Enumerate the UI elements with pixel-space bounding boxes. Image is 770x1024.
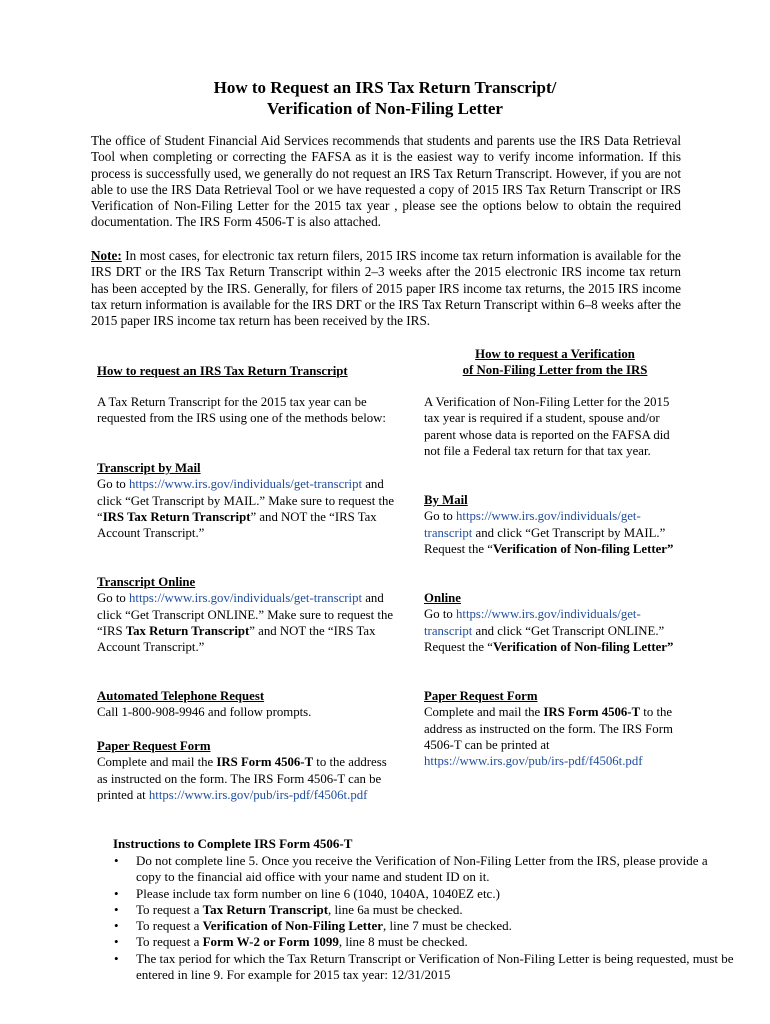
- get-transcript-link[interactable]: https://www.irs.gov/individuals/get-transcript: [424, 607, 641, 638]
- item-text-end: , line 6a must be checked.: [328, 901, 463, 917]
- online-bold-text: Tax Return Transcript: [125, 623, 250, 638]
- left-paper-request-section: [97, 738, 397, 803]
- list-item: [114, 885, 736, 902]
- paper-text: Complete and mail the: [97, 755, 217, 770]
- item-bold: Verification of Non-Filing Letter: [202, 918, 383, 934]
- transcript-by-mail-section: [97, 460, 397, 541]
- instructions-title: Instructions to Complete IRS Form 4506-T: [113, 836, 353, 851]
- left-paper-request-heading: Paper Request Form: [97, 739, 211, 753]
- page-title: [0, 77, 770, 119]
- item-text: Do not complete line 5. Once you receive the Verification of Non-Filing Letter from the IRS, please provide a copy to the financial aid office with your name and student ID on it.: [136, 853, 708, 885]
- right-paper-request-heading: Paper Request Form: [424, 689, 538, 703]
- telephone-request-text: Call 1-800-908-9946 and follow prompts.: [97, 705, 312, 720]
- online-bold-text: Verification of Non-filing Letter”: [492, 639, 674, 654]
- right-paper-request-text: [424, 704, 686, 769]
- left-column-heading: How to request an IRS Tax Return Transcript: [97, 364, 348, 378]
- bullet: •: [114, 885, 119, 901]
- title-line-1: How to Request an IRS Tax Return Transcript/: [213, 78, 557, 97]
- instructions-list: [96, 853, 736, 983]
- item-text: To request a: [136, 918, 203, 934]
- intro-paragraph: The office of Student Financial Aid Services recommends that students and parents use the IRS Data Retrieval Tool when completing or correcting the FAFSA as it is the easiest way to verify income information. If this process is successfully used, we generally do not request an IRS Tax Return Transcript. However, if you are not able to use the IRS Data Retrieval Tool or we have requested a copy of 2015 IRS Tax Return Transcript or IRS Verification of Non-Filing Letter for the 2015 tax year , please see the options below to obtain the required documentation. The IRS Form 4506-T is also attached.: [91, 133, 681, 230]
- note-label: Note:: [91, 248, 122, 263]
- go-to-text: Go to: [424, 509, 456, 524]
- title-line-2: Verification of Non-Filing Letter: [267, 99, 503, 118]
- telephone-request-heading: Automated Telephone Request: [97, 689, 265, 703]
- by-mail-instruction-text: and click “Get Transcript by MAIL.” Request the “: [424, 525, 666, 556]
- get-transcript-link[interactable]: https://www.irs.gov/individuals/get-transcript: [129, 477, 363, 492]
- item-text: The tax period for which the Tax Return Transcript or Verification of Non-Filing Letter is being requested, must be entered in line 9. For example for 2015 tax year: 12/31/2015: [136, 950, 734, 983]
- list-item: [114, 950, 736, 984]
- note-text: In most cases, for electronic tax return filers, 2015 IRS income tax return information is available for the IRS DRT or the IRS Tax Return Transcript within 2–3 weeks after the 2015 electronic IRS income tax return has been accepted by the IRS. Generally, for filers of 2015 paper IRS income tax returns, the 2015 IRS income tax return information is available for the IRS DRT or the IRS Tax Return Transcript within 6–8 weeks after the 2015 paper IRS income tax return has been received by the IRS.: [91, 248, 681, 329]
- item-bold: Form W-2 or Form 1099: [202, 934, 339, 950]
- right-column-heading-line-1: How to request a Verification: [475, 347, 635, 361]
- list-item: [114, 918, 736, 934]
- by-mail-heading: By Mail: [424, 493, 468, 507]
- right-column: [424, 346, 686, 379]
- item-text-end: , line 7 must be checked.: [383, 918, 512, 934]
- get-transcript-link[interactable]: https://www.irs.gov/individuals/get-transcript: [129, 591, 363, 606]
- online-instruction-text: and click “Get Transcript ONLINE.” Request the “: [424, 623, 665, 654]
- by-mail-section: [424, 492, 686, 557]
- list-item: [114, 853, 736, 886]
- go-to-text: Go to: [97, 591, 129, 606]
- item-text-end: , line 8 must be checked.: [338, 934, 468, 950]
- get-transcript-link[interactable]: https://www.irs.gov/individuals/get-transcript: [424, 509, 641, 540]
- online-instruction-text-2: ” and NOT the “IRS Tax Account Transcript.”: [97, 623, 376, 655]
- paper-text-2: to the address as instructed on the form. The IRS Form 4506-T can be printed at: [424, 705, 673, 752]
- right-paper-request-section: [424, 688, 686, 769]
- bullet: •: [114, 901, 119, 917]
- form-name: IRS Form 4506-T: [543, 705, 641, 720]
- item-text: Please include tax form number on line 6 (1040, 1040A, 1040EZ etc.): [136, 885, 500, 901]
- paper-text: Complete and mail the: [424, 705, 544, 720]
- note-paragraph: [91, 248, 681, 329]
- item-bold: Tax Return Transcript: [202, 901, 329, 917]
- by-mail-bold-text: Verification of Non-filing Letter”: [492, 541, 674, 556]
- item-text: To request a: [136, 901, 203, 917]
- online-instruction-text: and click “Get Transcript ONLINE.” Make sure to request the “IRS: [97, 591, 394, 638]
- go-to-text: Go to: [424, 607, 456, 622]
- left-column: [97, 363, 397, 379]
- form-4506t-link[interactable]: https://www.irs.gov/pub/irs-pdf/f4506t.pdf: [424, 754, 643, 769]
- transcript-by-mail-text: [97, 476, 397, 541]
- bullet: •: [114, 950, 119, 966]
- mail-instruction-text: and click “Get Transcript by MAIL.” Make sure to request the “: [97, 477, 395, 524]
- transcript-online-text: [97, 590, 397, 655]
- list-item: [114, 901, 736, 918]
- mail-instruction-text-2: ” and NOT the “IRS Tax Account Transcript.”: [97, 509, 377, 541]
- right-column-heading-line-2: of Non-Filing Letter from the IRS: [462, 363, 648, 378]
- left-intro: A Tax Return Transcript for the 2015 tax year can be requested from the IRS using one of the methods below:: [97, 395, 386, 426]
- mail-bold-text: IRS Tax Return Transcript: [102, 509, 251, 524]
- bullet: •: [114, 934, 119, 950]
- telephone-request-section: [97, 688, 397, 721]
- list-item: [114, 934, 736, 950]
- right-intro: A Verification of Non-Filing Letter for the 2015 tax year is required if a student, spouse and/or parent whose data is reported on the FAFSA did not file a Federal tax return for that tax year.: [424, 395, 670, 458]
- paper-text-2: to the address as instructed on the form. The IRS Form 4506-T can be printed at: [97, 755, 387, 802]
- online-section: [424, 590, 686, 655]
- by-mail-text: [424, 508, 686, 557]
- transcript-online-section: [97, 574, 397, 655]
- item-text: To request a: [136, 934, 203, 950]
- bullet: •: [114, 918, 119, 934]
- go-to-text: Go to: [97, 477, 129, 492]
- bullet: •: [114, 853, 119, 868]
- form-4506t-link[interactable]: https://www.irs.gov/pub/irs-pdf/f4506t.pdf: [148, 787, 368, 802]
- transcript-online-heading: Transcript Online: [97, 575, 196, 589]
- online-text: [424, 606, 686, 655]
- transcript-by-mail-heading: Transcript by Mail: [97, 461, 201, 475]
- online-heading: Online: [424, 591, 461, 605]
- form-name: IRS Form 4506-T: [216, 755, 314, 770]
- left-paper-request-text: [97, 754, 397, 803]
